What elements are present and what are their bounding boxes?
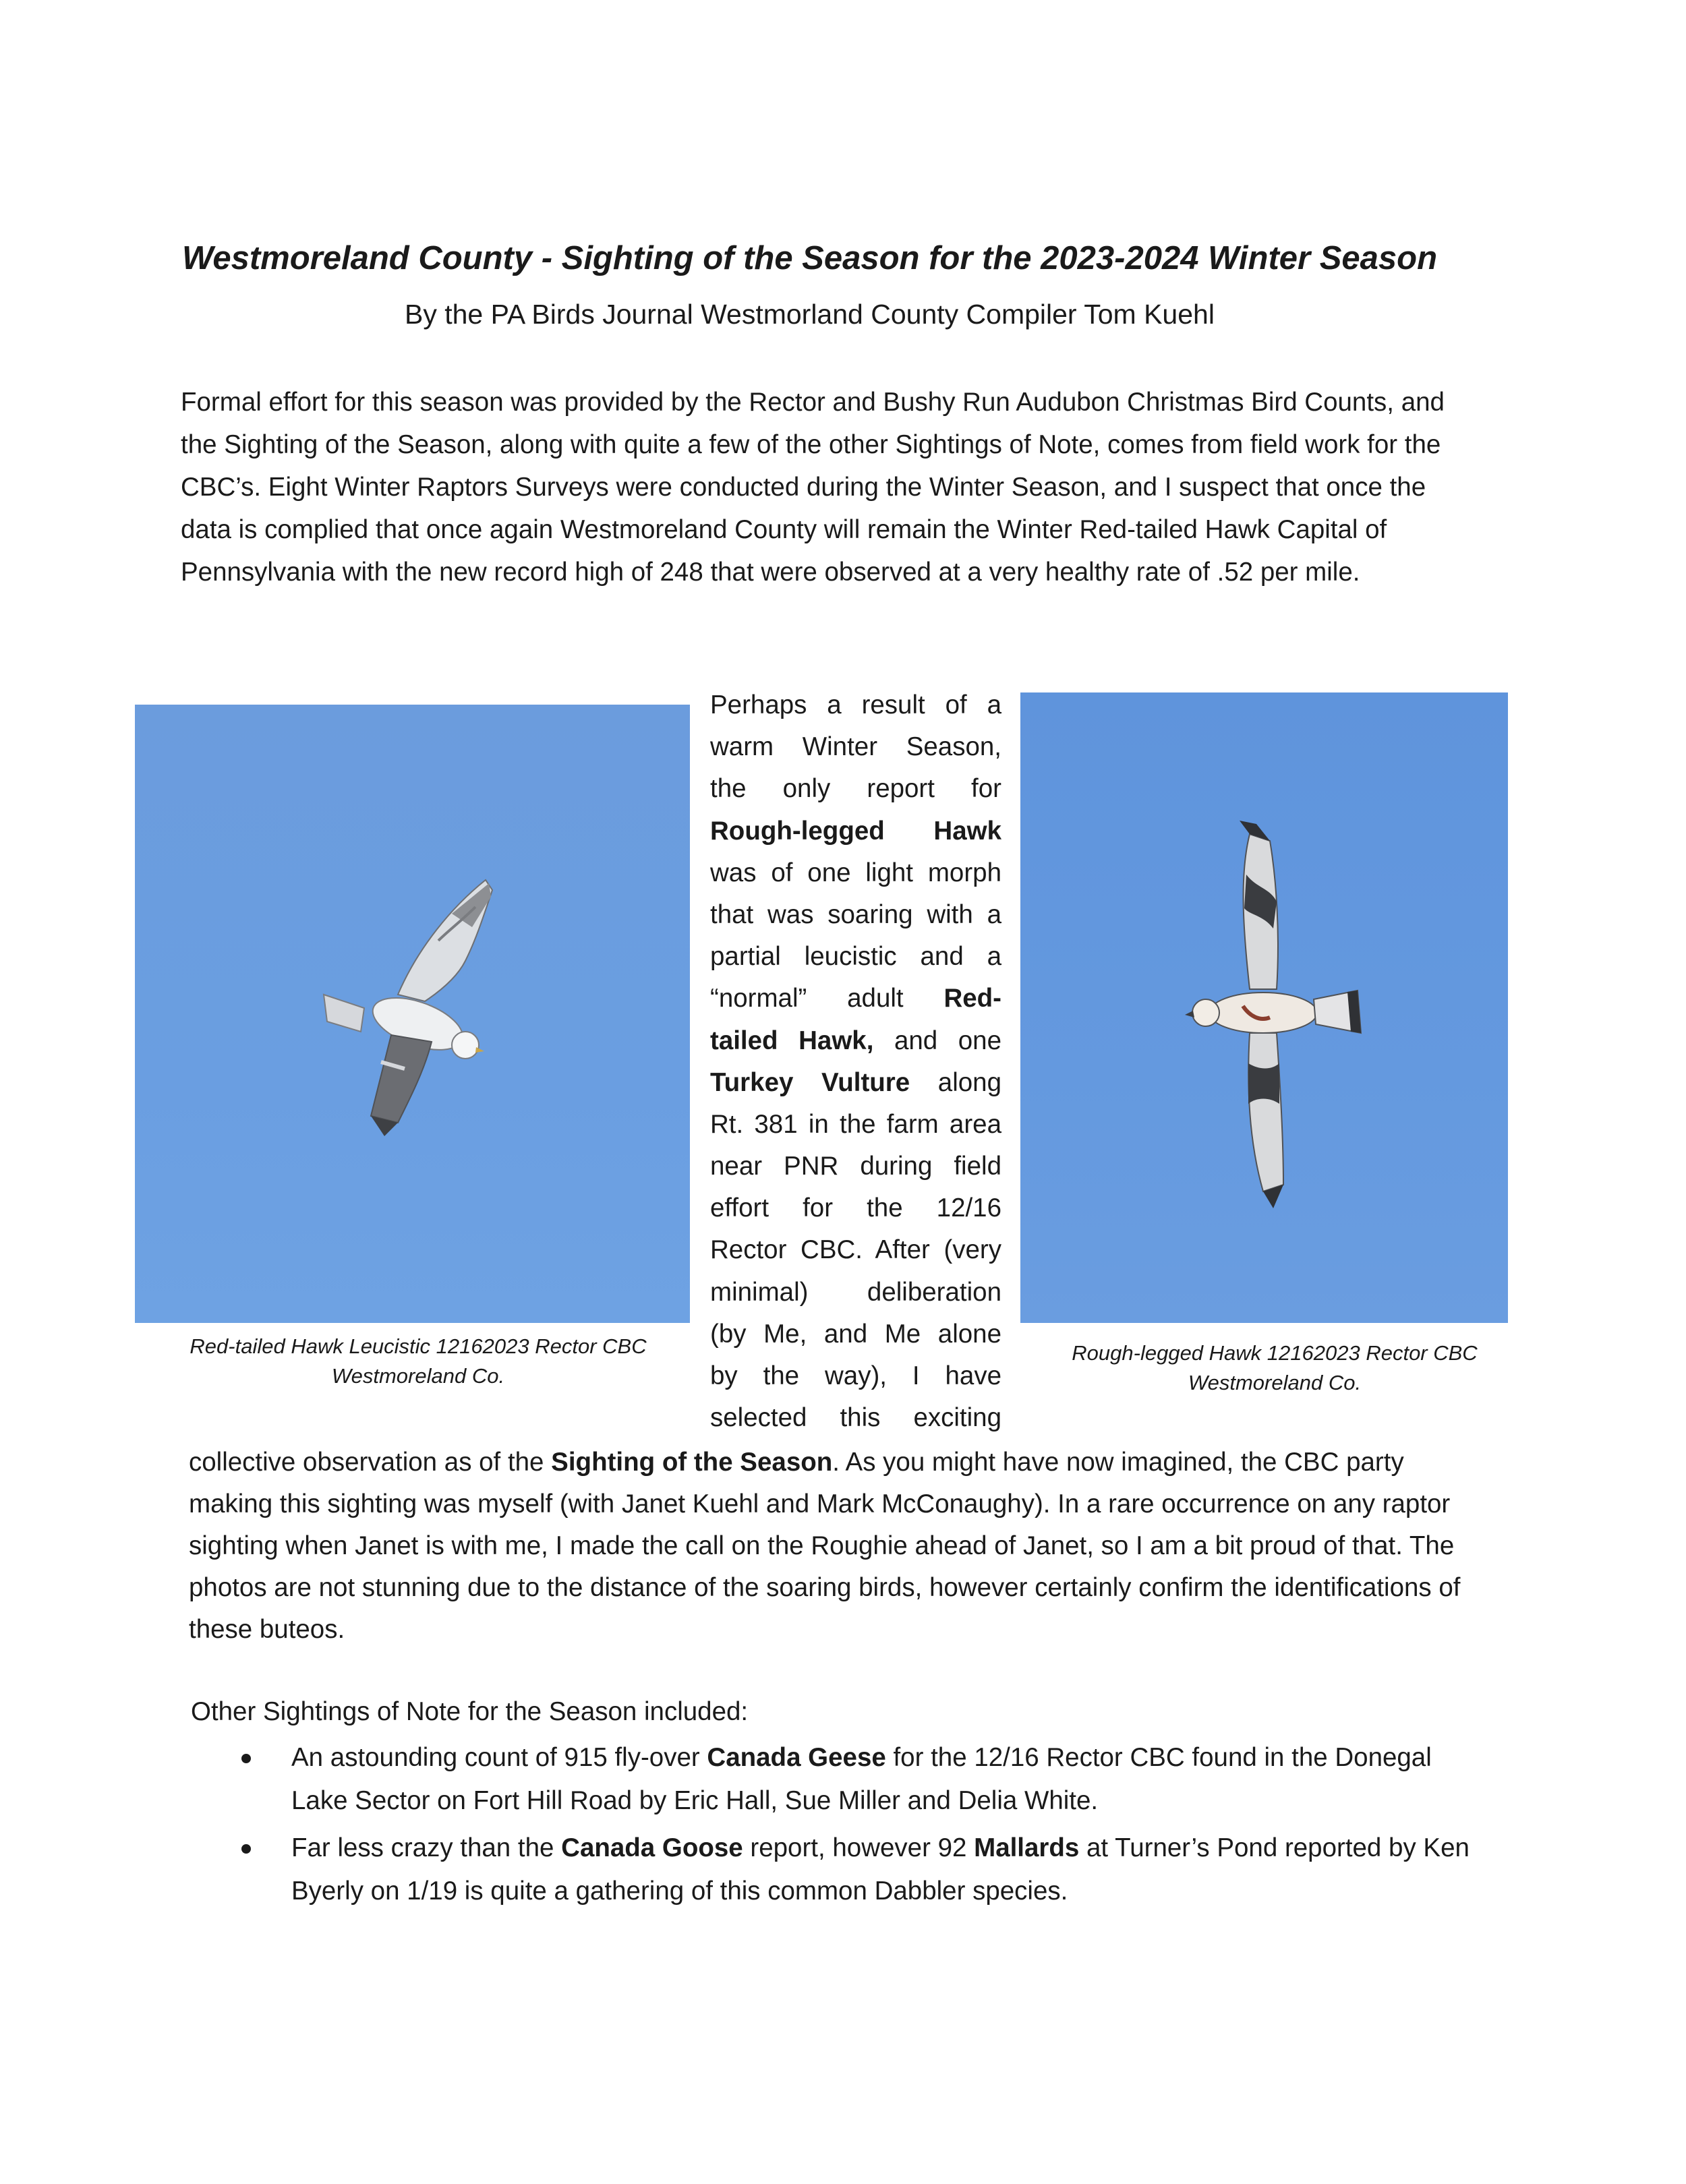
text-fragment: “normal” adult <box>710 984 944 1013</box>
text-fragment: for the 12/16 Rector CBC found in the Donegal Lake Sector on Fort Hill Road by Eric Hall, Sue Miller and Delia White. <box>291 1743 1432 1815</box>
text-fragment: and one <box>873 1026 1001 1055</box>
continued-paragraph <box>189 1442 1477 1651</box>
text-line: Rector CBC. After (very <box>710 1235 1001 1265</box>
middle-column-text <box>710 684 1001 1439</box>
species-rough-legged-hawk: Rough-legged Hawk <box>710 816 1001 846</box>
species-red-tailed-hawk-part2: tailed Hawk, <box>710 1026 874 1055</box>
text-line <box>710 978 1001 1020</box>
species-red-tailed-hawk-part1: Red- <box>943 984 1001 1013</box>
sighting-of-season-emphasis: Sighting of the Season <box>551 1448 833 1477</box>
text-line: partial leucistic and a <box>710 942 1001 972</box>
text-line: Perhaps a result of a <box>710 690 1001 719</box>
hawk-rough-legged-illustration <box>1020 692 1508 1323</box>
hawk-leucistic-illustration <box>135 705 690 1323</box>
page-title: Westmoreland County - Sighting of the Season for the 2023-2024 Winter Season <box>182 240 1437 276</box>
byline: By the PA Birds Journal Westmorland County Compiler Tom Kuehl <box>405 299 1215 330</box>
text-line: warm Winter Season, <box>710 732 1001 762</box>
other-sightings-heading: Other Sightings of Note for the Season included: <box>191 1697 749 1726</box>
text-line: minimal) deliberation <box>710 1277 1001 1307</box>
right-photo-caption: Rough-legged Hawk 12162023 Rector CBC Westmoreland Co. <box>1072 1341 1478 1394</box>
text-fragment: along <box>910 1067 1001 1097</box>
text-fragment: . As you might have now imagined, the CBC party making this sighting was myself (with Janet Kuehl and Mark McConaughy). In a rare occurrence on any raptor sighting when Janet is with me, I made the call on the Roughie ahead of Janet, so I am a bit proud of that. The photos are not stunning due to the distance of the soaring birds, however certainly confirm the identifications of these buteos. <box>189 1448 1461 1644</box>
rough-legged-hawk-photo <box>1020 692 1508 1323</box>
text-line <box>710 810 1001 852</box>
intro-paragraph: Formal effort for this season was provided by the Rector and Bushy Run Audubon Christmas Bird Counts, and the Sighting of the Season, along with quite a few of the other Sightings of Note, comes from field work for the CBC’s. Eight Winter Raptors Surveys were conducted during the Winter Season, and I suspect that once the data is complied that once again Westmoreland County will remain the Winter Red-tailed Hawk Capital of Pennsylvania with the new record high of 248 that were observed at a very healthy rate of .52 per mile. <box>181 388 1445 587</box>
text-line: selected this exciting <box>710 1403 1001 1433</box>
text-line: was of one light morph <box>710 858 1001 887</box>
list-item <box>236 1827 1484 1913</box>
species-mallards: Mallards <box>974 1833 1080 1862</box>
text-line <box>710 1020 1001 1062</box>
bullet-icon <box>241 1844 251 1854</box>
text-line <box>710 1062 1001 1104</box>
left-photo-caption: Red-tailed Hawk Leucistic 12162023 Rector CBC Westmoreland Co. <box>190 1334 647 1388</box>
species-canada-goose: Canada Goose <box>561 1833 743 1862</box>
other-sightings-list <box>236 1736 1484 1917</box>
list-item <box>236 1736 1484 1823</box>
text-fragment: Far less crazy than the <box>291 1833 562 1862</box>
bullet-icon <box>241 1754 251 1763</box>
species-canada-geese: Canada Geese <box>707 1743 886 1772</box>
red-tailed-hawk-photo <box>135 705 690 1323</box>
text-line: near PNR during field <box>710 1152 1001 1181</box>
text-line: (by Me, and Me alone <box>710 1319 1001 1349</box>
text-fragment: collective observation as of the <box>189 1448 552 1477</box>
text-fragment: report, however 92 <box>743 1833 975 1862</box>
text-line: by the way), I have <box>710 1361 1001 1390</box>
species-turkey-vulture: Turkey Vulture <box>710 1067 910 1097</box>
text-line: the only report for <box>710 774 1001 804</box>
text-line: effort for the 12/16 <box>710 1193 1001 1223</box>
text-line: that was soaring with a <box>710 899 1001 929</box>
text-line: Rt. 381 in the farm area <box>710 1109 1001 1139</box>
text-fragment: at Turner’s Pond reported by Ken Byerly on 1/19 is quite a gathering of this common Dabbler species. <box>291 1833 1470 1906</box>
text-fragment: An astounding count of 915 fly-over <box>291 1743 707 1772</box>
